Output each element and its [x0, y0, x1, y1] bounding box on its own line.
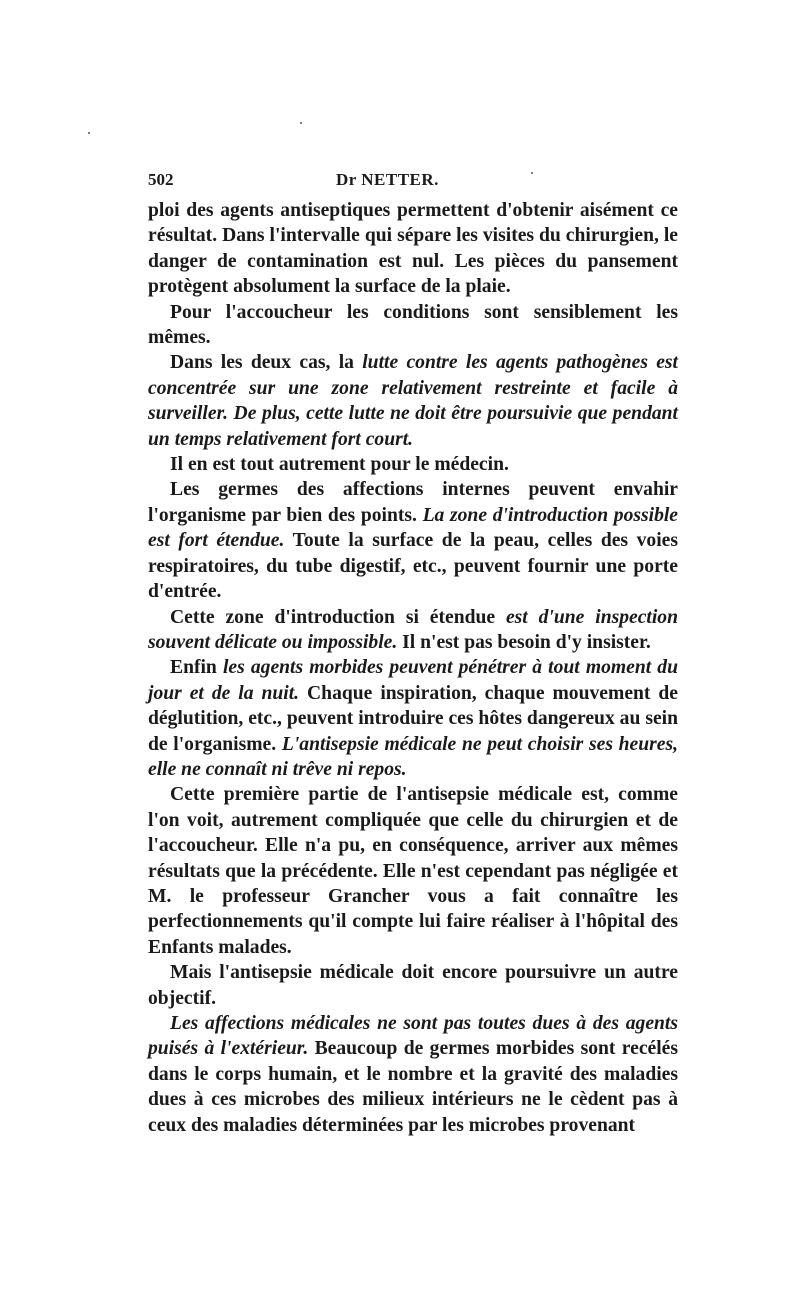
- paragraph: [148, 300, 678, 351]
- italic-text: les agents morbides peuvent pénétrer à tout moment du jour et de la nuit.: [148, 657, 678, 704]
- page-header: [148, 170, 678, 194]
- body-text: [148, 198, 678, 1138]
- text-run: Beaucoup de germes morbides sont recélés dans le corps humain, et le nombre et la gravité des maladies dues à ces microbes des milieux intérieurs ne le cèdent pas à ceux des maladies déterminées par les microbes provenant: [148, 1038, 678, 1136]
- paragraph: [148, 198, 678, 300]
- paragraph: [148, 452, 678, 477]
- italic-text: L'antisepsie médicale ne peut choisir ses heures, elle ne connaît ni trêve ni repos.: [148, 733, 678, 780]
- text-run: Les germes des affections internes peuvent envahir l'organisme par bien des points.: [148, 479, 678, 526]
- paragraph: [148, 1011, 678, 1138]
- paragraph: [148, 605, 678, 656]
- page-number: 502: [148, 170, 174, 189]
- paragraph: [148, 782, 678, 960]
- text-run: ploi des agents antiseptiques permettent d'obtenir aisément ce résultat. Dans l'intervalle qui sépare les visites du chirurgien, le danger de contamination est nul. Les pièces du pansement protègent absolument la surface de la plaie.: [148, 200, 678, 298]
- text-run: Il en est tout autrement pour le médecin.: [170, 454, 509, 476]
- text-run: Toute la surface de la peau, celles des voies respiratoires, du tube digestif, etc., peuvent fournir une porte d'entrée.: [148, 530, 678, 603]
- text-run: Dans les deux cas, la: [170, 352, 363, 374]
- italic-text: est d'une inspection souvent délicate ou impossible.: [148, 606, 678, 653]
- text-run: Cette zone d'introduction si étendue: [170, 606, 506, 628]
- text-run: Enfin: [170, 657, 223, 679]
- paragraph: [148, 350, 678, 452]
- italic-text: Les affections médicales ne sont pas toutes dues à des agents puisés à l'extérieur.: [148, 1013, 678, 1060]
- italic-text: La zone d'introduction possible est fort étendue.: [148, 504, 679, 552]
- running-head: Dr NETTER.: [336, 170, 439, 189]
- text-run: Il n'est pas besoin d'y insister.: [397, 631, 651, 653]
- paragraph: [148, 477, 678, 604]
- paper-speck: [300, 122, 302, 124]
- paper-speck: [88, 132, 90, 134]
- italic-text: lutte contre les agents pathogènes est concentrée sur une zone relativement restreinte et facile à surveiller. De plus, cette lutte ne doit être poursuivie que pendant un temps relativement fort court.: [148, 352, 678, 450]
- text-run: Chaque inspiration, chaque mouvement de déglutition, etc., peuvent introduire ces hôtes dangereux au sein de l'organisme.: [148, 682, 678, 755]
- text-run: Mais l'antisepsie médicale doit encore poursuivre un autre objectif.: [148, 962, 678, 1009]
- paragraph: [148, 655, 678, 782]
- text-run: Cette première partie de l'antisepsie médicale est, comme l'on voit, autrement compliquée que celle du chirurgien et de l'accoucheur. Elle n'a pu, en conséquence, arriver aux mêmes résultats que la précédente. Elle n'est cependant pas négligée et M. le professeur Grancher vous a fait connaître les perfectionnements qu'il compte lui faire réaliser à l'hôpital des Enfants malades.: [148, 784, 678, 958]
- paragraph: [148, 960, 678, 1011]
- text-run: Pour l'accoucheur les conditions sont sensiblement les mêmes.: [148, 301, 678, 349]
